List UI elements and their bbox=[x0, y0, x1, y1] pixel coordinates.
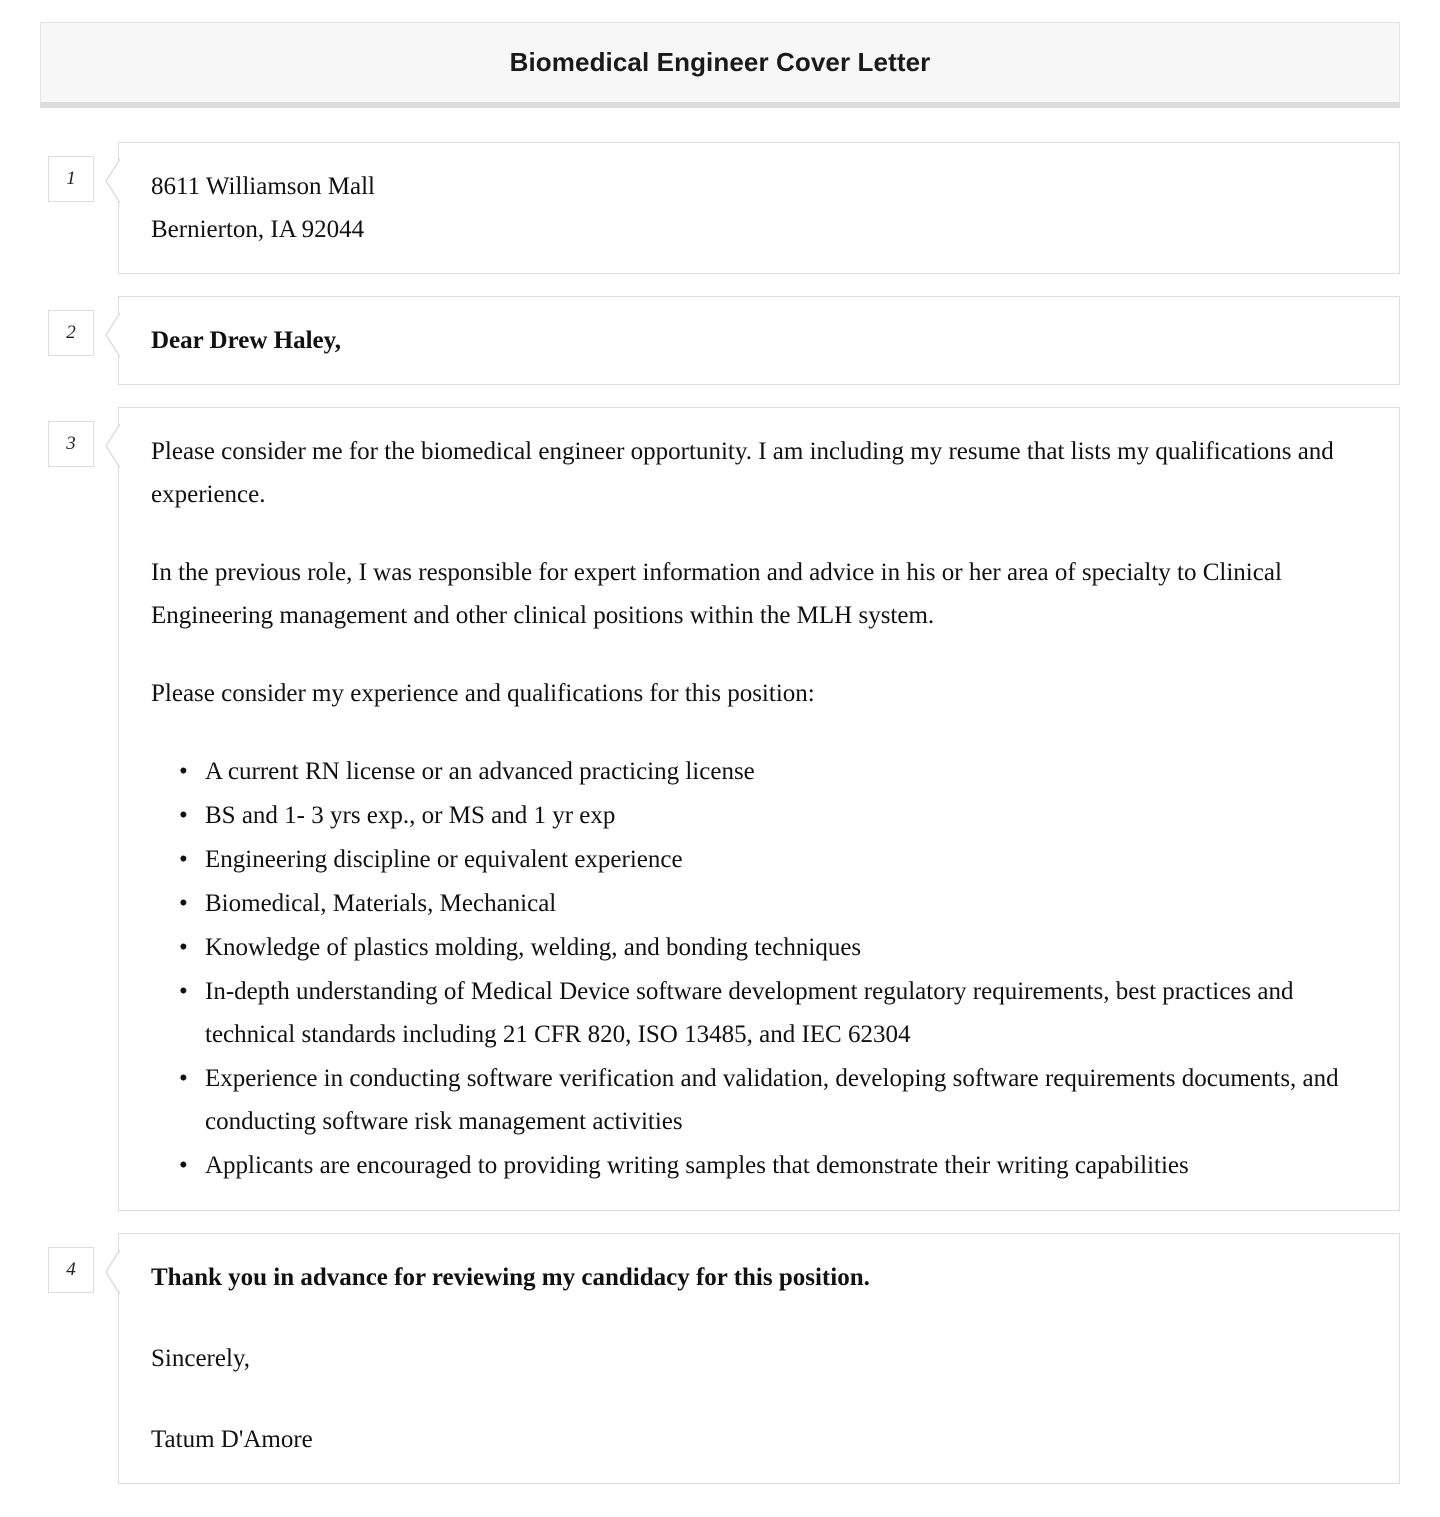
document-page bbox=[0, 22, 1440, 1484]
body-paragraph-1: Please consider me for the biomedical engineer opportunity. I am including my resume that lists my qualifications and experience. bbox=[151, 438, 1334, 508]
list-item: • Knowledge of plastics molding, welding, and bonding techniques bbox=[205, 926, 1373, 969]
panel-notch-icon bbox=[105, 313, 119, 355]
closing-signoff: Sincerely, bbox=[151, 1345, 251, 1372]
section-number-badge-2: 2 bbox=[48, 310, 94, 356]
document-header bbox=[40, 22, 1400, 108]
panel-notch-icon bbox=[105, 424, 119, 466]
page-title: Biomedical Engineer Cover Letter bbox=[509, 47, 931, 77]
letter-sections bbox=[0, 142, 1440, 1484]
section-letter-body bbox=[40, 407, 1400, 1211]
address-line-2: Bernierton, IA 92044 bbox=[151, 216, 365, 243]
body-paragraph-2: In the previous role, I was responsible for expert information and advice in his or her area of specialty to Clinical Engineering management and other clinical positions within the MLH system. bbox=[151, 559, 1282, 629]
section-closing bbox=[40, 1233, 1400, 1484]
section-panel-1[interactable] bbox=[118, 142, 1400, 274]
list-item: • In-depth understanding of Medical Device software development regulatory requirements, best practices and technical standards including 21 CFR 820, ISO 13485, and IEC 62304 bbox=[205, 970, 1373, 1056]
closing-thanks: Thank you in advance for reviewing my candidacy for this position. bbox=[151, 1264, 870, 1291]
section-number-badge-4: 4 bbox=[48, 1247, 94, 1293]
list-item: • A current RN license or an advanced practicing license bbox=[205, 750, 1373, 793]
list-item: • Applicants are encouraged to providing writing samples that demonstrate their writing capabilities bbox=[205, 1144, 1373, 1187]
list-item: • BS and 1- 3 yrs exp., or MS and 1 yr exp bbox=[205, 794, 1373, 837]
list-item: • Engineering discipline or equivalent experience bbox=[205, 838, 1373, 881]
section-number-badge-3: 3 bbox=[48, 421, 94, 467]
section-panel-4[interactable] bbox=[118, 1233, 1400, 1484]
section-sender-address bbox=[40, 142, 1400, 274]
signature-name: Tatum D'Amore bbox=[151, 1426, 313, 1453]
section-salutation bbox=[40, 296, 1400, 385]
address-line-1: 8611 Williamson Mall bbox=[151, 173, 375, 200]
panel-notch-icon bbox=[105, 1250, 119, 1292]
list-item: • Biomedical, Materials, Mechanical bbox=[205, 882, 1373, 925]
qualifications-list bbox=[151, 750, 1373, 1187]
panel-notch-icon bbox=[105, 159, 119, 201]
section-number-badge-1: 1 bbox=[48, 156, 94, 202]
list-item: • Experience in conducting software verification and validation, developing software requirements documents, and conducting software risk management activities bbox=[205, 1057, 1373, 1143]
salutation-text: Dear Drew Haley, bbox=[151, 327, 342, 354]
body-paragraph-3: Please consider my experience and qualifications for this position: bbox=[151, 680, 815, 707]
section-panel-3[interactable] bbox=[118, 407, 1400, 1211]
section-panel-2[interactable] bbox=[118, 296, 1400, 385]
